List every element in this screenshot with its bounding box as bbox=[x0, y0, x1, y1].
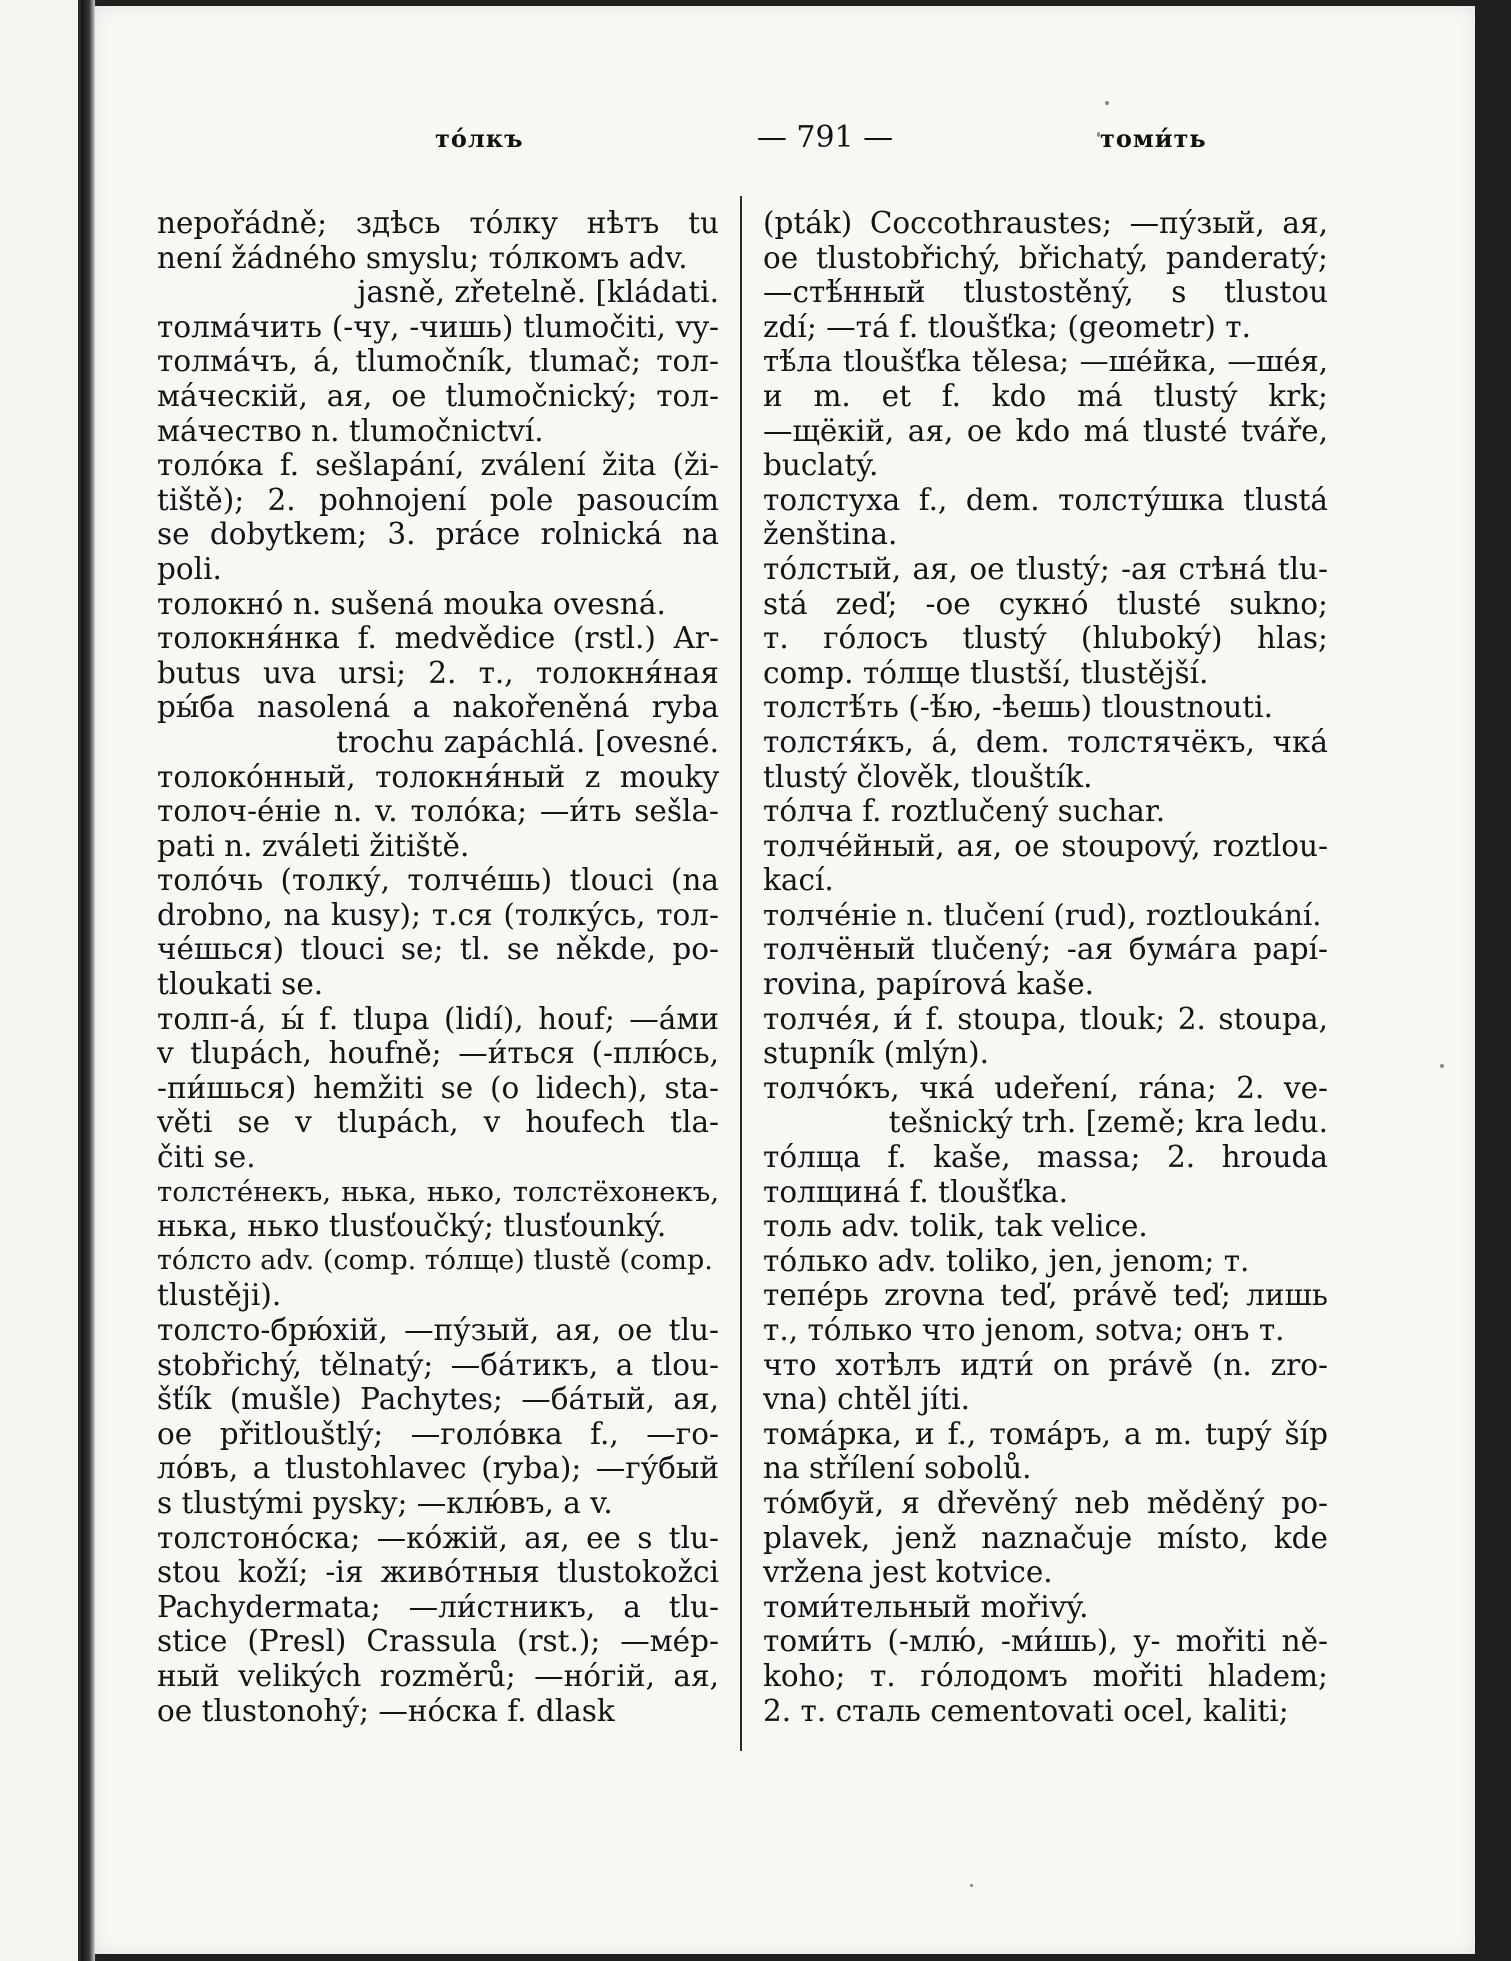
dictionary-line: stupník (mlýn). bbox=[763, 1036, 990, 1071]
dictionary-line: buclatý. bbox=[763, 448, 879, 483]
dictionary-line: butus uva ursi; 2. т., толокня́ная bbox=[157, 655, 719, 690]
dictionary-line: ое tlustobřichý, břichatý, panderatý; bbox=[763, 240, 1328, 275]
dictionary-line: čiti se. bbox=[157, 1140, 256, 1175]
dictionary-line: толь adv. tolik, tak velice. bbox=[763, 1209, 1148, 1244]
dictionary-line: se dobytkem; 3. práce rolnická na bbox=[157, 517, 719, 552]
dictionary-line: толокно́ n. sušená mouka ovesná. bbox=[157, 586, 666, 621]
dictionary-line: Pachydermata; —ли́стникъ, a tlu- bbox=[157, 1589, 719, 1624]
dictionary-line: tiště); 2. pohnojení pole pasoucím bbox=[157, 482, 719, 517]
dictionary-line: толче́йный, ая, ое stoupový, roztlou- bbox=[763, 828, 1328, 863]
dictionary-line: то́лсто adv. (comp. то́лще) tlustě (comp. bbox=[157, 1244, 713, 1276]
dictionary-line: то́лстый, ая, ое tlustý; -ая стѣна́ tlu- bbox=[763, 551, 1328, 586]
dictionary-line: т., то́лько что jenom, sotva; онъ т. bbox=[763, 1313, 1285, 1347]
dictionary-line: jasně, zřetelně. [kládati. bbox=[357, 275, 719, 310]
running-header bbox=[95, 120, 1475, 164]
dictionary-line: тепе́рь zrovna teď, právě teď; лишь bbox=[763, 1278, 1328, 1313]
right-column bbox=[763, 206, 1328, 1728]
column-divider bbox=[740, 196, 742, 1751]
dictionary-line: nepořádně; здѣсь то́лку нѣтъ tu bbox=[157, 206, 719, 240]
dictionary-line: pati n. zváleti žitiště. bbox=[157, 828, 470, 863]
dictionary-line: tloukati se. bbox=[157, 967, 324, 1002]
dictionary-line: томи́ть (-млю́, -ми́шь), у- mořiti ně- bbox=[763, 1624, 1328, 1659]
dictionary-line: -пи́шься) hemžiti se (o lidech), sta- bbox=[157, 1070, 719, 1105]
dictionary-line: то́мбуй, я dřevěný neb měděný po- bbox=[763, 1485, 1328, 1520]
dictionary-line: šťík (mušle) Pachytes; —ба́тый, ая, bbox=[157, 1382, 719, 1417]
dictionary-line: věti se v tlupách, v houfech tla- bbox=[157, 1105, 719, 1140]
dictionary-line: vržena jest kotvice. bbox=[763, 1555, 1053, 1590]
dictionary-line: и m. et f. kdo má tlustý krk; bbox=[763, 378, 1328, 413]
dictionary-line: rovina, papírová kaše. bbox=[763, 967, 1095, 1002]
dictionary-line: ма́ческій, ая, ое tlumočnický; тол- bbox=[157, 378, 719, 413]
dictionary-line: v tlupách, houfně; —и́ться (-плю́сь, bbox=[157, 1036, 719, 1071]
dictionary-line: s tlustými pysky; —клю́въ, a v. bbox=[157, 1485, 613, 1520]
dictionary-line: ло́въ, a tlustohlavec (ryba); —гу́бый bbox=[157, 1451, 719, 1486]
dictionary-line: толокня́нка f. medvědice (rstl.) Ar- bbox=[157, 621, 719, 656]
dictionary-line: comp. то́лще tlustší, tlustější. bbox=[763, 655, 1209, 690]
dictionary-line: kací. bbox=[763, 863, 834, 898]
dictionary-line: stá zeď; -ое сукно́ tlusté sukno; bbox=[763, 586, 1328, 621]
dictionary-line: (pták) Coccothraustes; —пу́зый, ая, bbox=[763, 206, 1328, 240]
left-column bbox=[157, 206, 719, 1728]
dictionary-line: tlustěji). bbox=[157, 1278, 282, 1313]
dictionary-line: толма́чъ, á, tlumočník, tlumač; тол- bbox=[157, 344, 719, 379]
dictionary-line: není žádného smyslu; то́лкомъ adv. bbox=[157, 240, 688, 275]
dictionary-line: plavek, jenž naznačuje místo, kde bbox=[763, 1520, 1328, 1555]
dictionary-line: толстѣ́ть (-ѣ́ю, -ѣешь) tloustnouti. bbox=[763, 690, 1273, 725]
dictionary-line: tlustý člověk, tlouštík. bbox=[763, 759, 1093, 794]
dictionary-line: толоко́нный, толокня́ный z mouky bbox=[157, 759, 719, 794]
dictionary-line: —щёкій, ая, ое kdo má tlusté tváře, bbox=[763, 413, 1328, 448]
dictionary-line: толо́чь (толку́, толче́шь) tlouci (na bbox=[157, 863, 719, 898]
dictionary-line: толсте́некъ, нька, нько, толстёхонекъ, bbox=[157, 1175, 719, 1208]
dictionary-line: ма́чество n. tlumočnictví. bbox=[157, 413, 544, 448]
dictionary-line: drobno, na kusy); т.ся (толку́сь, тол- bbox=[157, 897, 719, 932]
dictionary-line: то́лча f. roztlučený suchar. bbox=[763, 794, 1166, 829]
guide-word-right: томи́ть bbox=[1100, 124, 1207, 153]
dictionary-line: тѣ́ла tloušťka tělesa; —ше́йка, —ше́я, bbox=[763, 344, 1328, 379]
dictionary-line: томи́тельный mořivý. bbox=[763, 1589, 1089, 1624]
dictionary-line: т. го́лосъ tlustý (hluboký) hlas; bbox=[763, 621, 1328, 656]
dictionary-line: толсто-брю́хій, —пу́зый, ая, ое tlu- bbox=[157, 1313, 719, 1347]
dictionary-line: ženština. bbox=[763, 517, 898, 552]
dictionary-line: толоч-е́ніе n. v. толо́ка; —и́ть sešla- bbox=[157, 794, 719, 829]
dictionary-line: толстя́къ, á, dem. толстячёкъ, чка́ bbox=[763, 724, 1328, 759]
dictionary-line: ный velikých rozměrů; —но́гій, ая, bbox=[157, 1658, 719, 1693]
dictionary-page bbox=[95, 6, 1475, 1954]
dictionary-line: ое přitlouštlý; —голо́вка f., —го- bbox=[157, 1416, 719, 1451]
dictionary-line: нька, нько tlusťoučký; tlusťounký. bbox=[157, 1209, 667, 1244]
previous-page-edge bbox=[0, 0, 81, 1961]
dictionary-line: stobřichý, tělnatý; —ба́тикъ, a tlou- bbox=[157, 1347, 719, 1382]
dictionary-line: толщина́ f. tloušťka. bbox=[763, 1174, 1069, 1209]
book-gutter bbox=[81, 0, 95, 1961]
dictionary-line: ры́ба nasolená a nakořeněná ryba bbox=[157, 690, 719, 725]
scan-speck bbox=[1105, 101, 1109, 105]
dictionary-line: stice (Presl) Crassula (rst.); —ме́р- bbox=[157, 1624, 719, 1659]
dictionary-line: толчёный tlučený; -ая бума́га papí- bbox=[763, 932, 1328, 967]
scan-speck bbox=[1097, 132, 1100, 137]
dictionary-line: толо́ка f. sešlapání, zválení žita (ži- bbox=[157, 448, 719, 483]
dictionary-line: poli. bbox=[157, 551, 222, 586]
dictionary-line: tešnický trh. [země; kra ledu. bbox=[888, 1105, 1328, 1140]
dictionary-line: vna) chtěl jíti. bbox=[763, 1382, 971, 1417]
dictionary-line: —стѣ́нный tlustostěný, s tlustou bbox=[763, 275, 1328, 310]
dictionary-line: то́лько adv. toliko, jen, jenom; т. bbox=[763, 1243, 1250, 1278]
dictionary-line: na střílení sobolů. bbox=[763, 1451, 1032, 1486]
dictionary-line: толп-а́, ы́ f. tlupa (lidí), houf; —а́ми bbox=[157, 1001, 719, 1036]
dictionary-line: trochu zapáchlá. [ovesné. bbox=[336, 724, 719, 759]
dictionary-line: zdí; —та́ f. tloušťka; (geometr) т. bbox=[763, 309, 1251, 344]
dictionary-line: stou koží; -ія живо́тныя tlustokožci bbox=[157, 1555, 719, 1590]
dictionary-line: что хотѣлъ идти́ on právě (n. zro- bbox=[763, 1347, 1328, 1382]
page-number: — 791 — bbox=[756, 120, 894, 155]
dictionary-line: толма́чить (-чу, -чишь) tlumočiti, vy- bbox=[157, 309, 719, 344]
dictionary-line: толче́я, и́ f. stoupa, tlouk; 2. stoupa, bbox=[763, 1001, 1328, 1036]
dictionary-line: толче́ніе n. tlučení (rud), roztloukání. bbox=[763, 897, 1322, 932]
dictionary-line: 2. т. сталь cementovati ocel, kaliti; bbox=[763, 1693, 1289, 1728]
scan-speck bbox=[1440, 1064, 1444, 1068]
dictionary-line: koho; т. го́лодомъ mořiti hladem; bbox=[763, 1658, 1328, 1693]
guide-word-left: то́лкъ bbox=[435, 124, 524, 153]
dictionary-line: тома́рка, и f., тома́ръ, а m. tupý šíp bbox=[763, 1416, 1328, 1451]
dictionary-line: толстуха f., dem. толсту́шка tlustá bbox=[763, 482, 1328, 517]
dictionary-line: то́лща f. kaše, massa; 2. hrouda bbox=[763, 1140, 1328, 1175]
dictionary-line: толстоно́ска; —ко́жій, ая, ее s tlu- bbox=[157, 1520, 719, 1555]
scan-speck bbox=[970, 1884, 973, 1887]
dictionary-line: че́шься) tlouci se; tl. se někde, po- bbox=[157, 932, 719, 967]
dictionary-line: ое tlustonohý; —но́ска f. dlask bbox=[157, 1693, 615, 1728]
dictionary-line: толчо́къ, чка́ udeření, rána; 2. ve- bbox=[763, 1070, 1328, 1105]
